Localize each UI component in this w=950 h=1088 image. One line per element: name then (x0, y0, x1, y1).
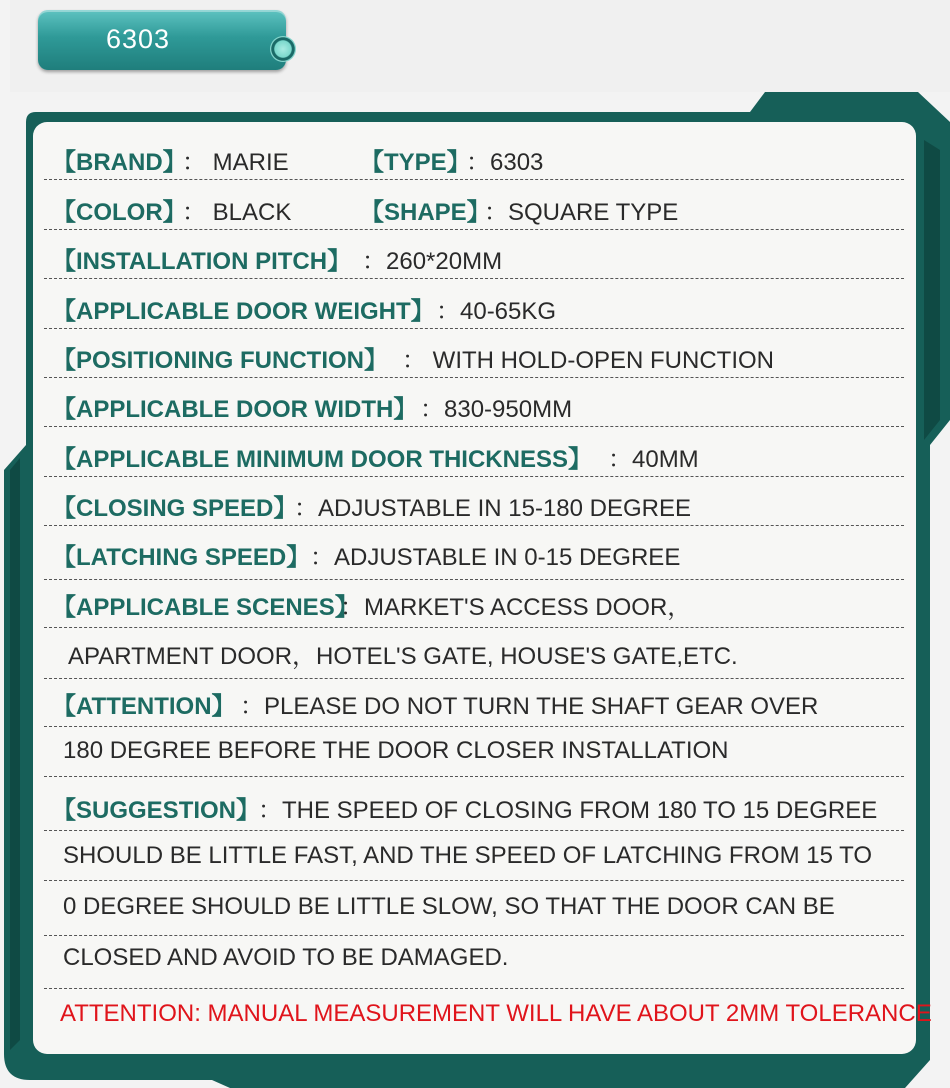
scenes-value-line2: APARTMENT DOOR，HOTEL'S GATE, HOUSE'S GATE,ETC. (68, 643, 738, 670)
color-value: ： BLACK (182, 199, 292, 226)
spec-row-door-weight (44, 291, 904, 329)
spec-row-suggestion-cont-1 (44, 842, 904, 881)
suggestion-value-line4: CLOSED AND AVOID TO BE DAMAGED. (63, 944, 509, 971)
spec-row-attention (44, 686, 904, 727)
spec-row-suggestion (44, 790, 904, 831)
spec-row-suggestion-cont-3 (44, 944, 904, 989)
door-width-value: ：830-950MM (420, 396, 573, 423)
suggestion-value-line3: 0 DEGREE SHOULD BE LITTLE SLOW, SO THAT THE DOOR CAN BE (63, 893, 835, 920)
spec-row-scenes (44, 587, 904, 628)
type-label: 【TYPE】 (360, 149, 471, 176)
latching-speed-value: ：ADJUSTABLE IN 0-15 DEGREE (310, 544, 681, 571)
latching-speed-label: 【LATCHING SPEED】 (52, 544, 311, 571)
spec-row-latching-speed (44, 537, 904, 580)
scenes-label: 【APPLICABLE SCENES】 (52, 594, 359, 621)
color-label: 【COLOR】 (52, 199, 187, 226)
spec-row-brand-type (44, 142, 904, 180)
suggestion-value-line1: ：THE SPEED OF CLOSING FROM 180 TO 15 DEGREE (258, 797, 878, 824)
spec-row-color-shape (44, 192, 904, 230)
spec-row-scenes-cont (44, 636, 904, 679)
shape-label: 【SHAPE】 (360, 199, 491, 226)
closing-speed-value: ：ADJUSTABLE IN 15-180 DEGREE (294, 495, 692, 522)
installation-pitch-label: 【INSTALLATION PITCH】 (52, 248, 352, 275)
suggestion-label: 【SUGGESTION】 (52, 797, 261, 824)
model-badge-text: 6303 (105, 24, 171, 54)
spec-row-door-thickness (44, 439, 904, 477)
type-value: ：6303 (466, 149, 544, 176)
spec-row-installation-pitch (44, 241, 904, 279)
door-thickness-label: 【APPLICABLE MINIMUM DOOR THICKNESS】 (52, 446, 592, 473)
tolerance-notice: ATTENTION: MANUAL MEASUREMENT WILL HAVE ABOUT 2MM TOLERANCE (60, 1000, 932, 1027)
positioning-label: 【POSITIONING FUNCTION】 (52, 347, 388, 374)
closing-speed-label: 【CLOSING SPEED】 (52, 495, 298, 522)
door-weight-value: ：40-65KG (436, 298, 557, 325)
spec-row-positioning (44, 340, 904, 378)
door-thickness-value: ：40MM (608, 446, 699, 473)
attention-value-line2: 180 DEGREE BEFORE THE DOOR CLOSER INSTALLATION (63, 737, 729, 764)
brand-value: ： MARIE (182, 149, 289, 176)
scenes-value-line1: ：MARKET'S ACCESS DOOR， (340, 594, 692, 621)
brand-label: 【BRAND】 (52, 149, 187, 176)
installation-pitch-value: ：260*20MM (362, 248, 503, 275)
attention-label: 【ATTENTION】 (52, 693, 236, 720)
positioning-value: ： WITH HOLD-OPEN FUNCTION (402, 347, 774, 374)
suggestion-value-line2: SHOULD BE LITTLE FAST, AND THE SPEED OF LATCHING FROM 15 TO (63, 842, 873, 869)
attention-value-line1: ：PLEASE DO NOT TURN THE SHAFT GEAR OVER (240, 693, 819, 720)
spec-row-closing-speed (44, 488, 904, 526)
spec-row-door-width (44, 389, 904, 427)
spec-row-attention-cont (44, 737, 904, 777)
door-width-label: 【APPLICABLE DOOR WIDTH】 (52, 396, 418, 423)
shape-value: ：SQUARE TYPE (484, 199, 679, 226)
door-weight-label: 【APPLICABLE DOOR WEIGHT】 (52, 298, 435, 325)
spec-row-suggestion-cont-2 (44, 893, 904, 936)
